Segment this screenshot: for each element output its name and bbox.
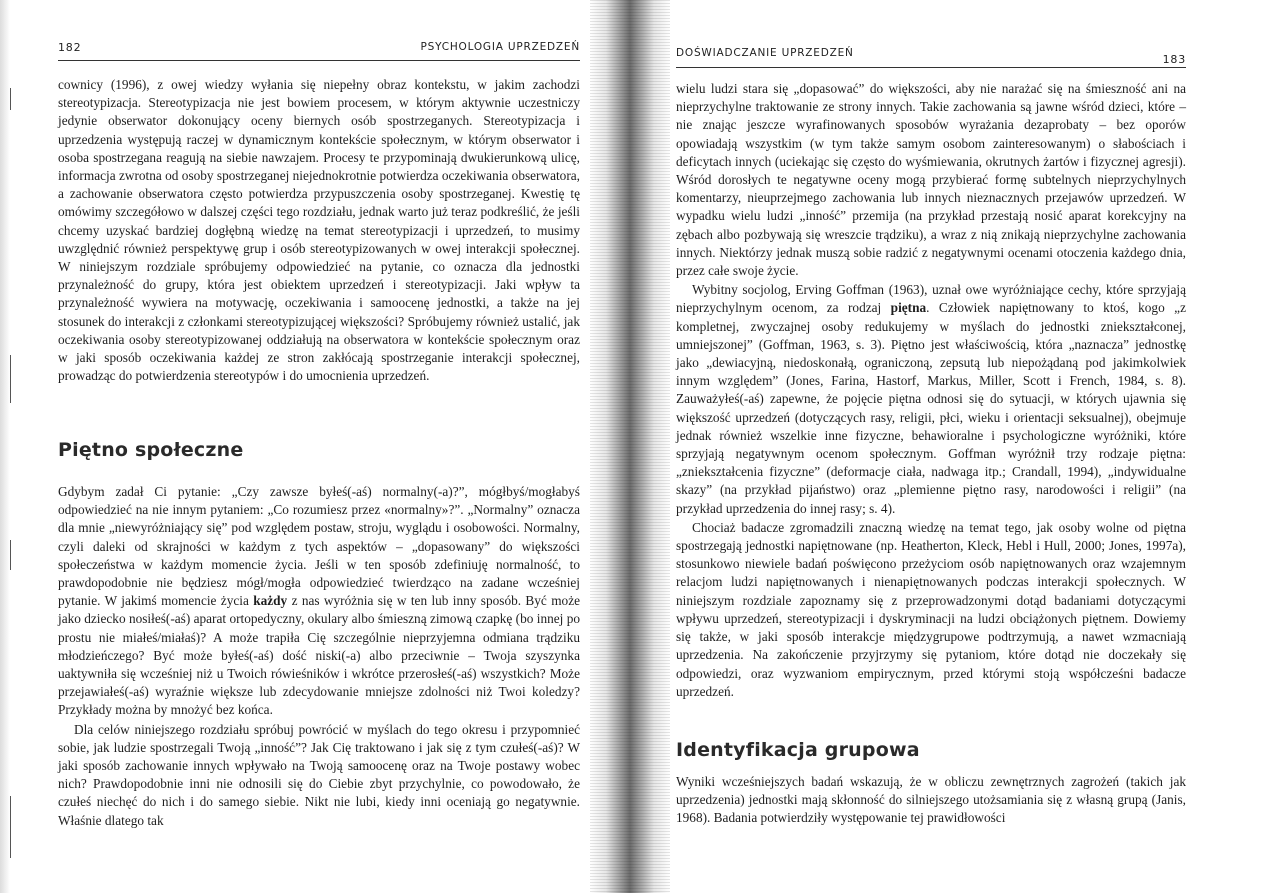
- scan-edge-mark: [10, 88, 11, 110]
- right-page: [676, 0, 1186, 893]
- paragraph: cownicy (1996), z owej wiedzy wyłania się niepełny obraz kontekstu, w jakim zachodzi stereotypizacja. Stereotypizacja nie jest bowiem procesem, w którym aktywnie uczestniczy jedynie obserwator dokonujący oceny biernych osób spostrzeganych. Stereotypizacja i uprzedzenia występują raczej w dynamicznym kontekście społecznym, w którym obserwator i osoba spostrzegana reagują na siebie nawzajem. Procesy te przypominają dwukierunkową ulicę, informacja zwrotna od osoby spostrzeganej niejednokrotnie potwierdza oczekiwania obserwatora, a zachowanie obserwatora często potwierdza przypuszczenia osoby spostrzeganej. Kwestię tę omówimy szczegółowo w dalszej części tego rozdziału, jednak warto już teraz podkreślić, że jeśli chcemy uzyskać bardziej dogłębną wiedzę na temat stereotypizacji i uprzedzeń, to musimy uwzględnić również perspektywę grup i osób stereotypizowanych w owej interakcji społecznej. W niniejszym rozdziale spróbujemy odpowiedzieć na pytanie, co oznacza dla jednostki przynależność do grupy, która jest obiektem uprzedzeń i stereotypizacji. Jaki wpływ ta przynależność wywiera na motywację, oczekiwania i samoocenę jednostki, a także na jej stosunek do interakcji z członkami stereotypizującej większości? Spróbujemy również ustalić, jak oczekiwania osoby stereotypizowanej oddziałują na obserwatora w kontekście społecznym oraz w jaki sposób oczekiwania każdej ze stron zakłócają spostrzeganie interakcji społecznej, prowadząc do potwierdzenia stereotypów i do umocnienia uprzedzeń.: [58, 77, 580, 384]
- page-number: 183: [1162, 53, 1186, 66]
- paragraph-text: z nas wyróżnia się w ten lub inny sposób. Być może jako dziecko nosiłeś(-aś) aparat ortopedyczny, okulary albo śmieszną zimową czapkę (bo innej po prostu nie miałeś/miałaś)? A może trapiła Cię szczególnie nieprzyjemna odmiana trądziku młodzieńczego? Być może byłeś(-aś) dość niski(-a) albo przeciwnie – Twoja szyszynka uaktywniła się wcześniej niż u Twoich rówieśników i wkrótce przerosłeś(-aś) wszystkich? Może przejawiałeś(-aś) wyraźnie większe lub zdecydowanie mniejsze zdolności niż Twoi koledzy? Przykłady można by mnożyć bez końca.: [58, 593, 580, 718]
- book-gutter: [590, 0, 670, 893]
- body-text: [58, 76, 580, 386]
- paragraph: [58, 483, 580, 720]
- running-header: [58, 41, 580, 57]
- paragraph: [676, 281, 1186, 518]
- header-rule: [58, 60, 580, 61]
- header-rule: [676, 67, 1186, 68]
- left-page: [58, 0, 580, 893]
- paragraph-text: Gdybym zadał Ci pytanie: „Czy zawsze byłeś(-aś) normalny(-a)?”, mógłbyś/mogłabyś odpowiedzieć na nie innym pytaniem: „Co rozumiesz przez «normalny»?”. „Normalny” oznacza dla mnie „niewyróżniający się” pod względem postaw, stroju, wyglądu i osobowości. Normalny, czyli daleki od skrajności w każdym z tych aspektów – „dopasowany” do większości społeczeństwa w każdym momencie życia. Jeśli w ten sposób zdefiniuję normalność, to prawdopodobnie nie będziesz mógł/mogła odpowiedzieć twierdząco na zadane wcześniej pytanie. W jakimś momencie życia: [58, 484, 580, 609]
- running-head-title: DOŚWIADCZANIE UPRZEDZEŃ: [676, 47, 854, 59]
- running-header: [676, 41, 1186, 66]
- emphasis: każdy: [253, 593, 288, 609]
- scan-edge-mark: [10, 355, 11, 403]
- paragraph: wielu ludzi stara się „dopasować” do większości, aby nie narażać się na śmieszność ani na nieprzychylne traktowanie ze strony innych. Takie zachowania są jawne wśród dzieci, które – nie znając jeszcze wyrafinowanych sposobów wyrażania dezaprobaty – bez oporów opowiadają wszystkim (w tym także samym osobom zainteresowanym) o słabościach i deficytach innych (uciekając się często do wyśmiewania, okrutnych żartów i fizycznej agresji). Wśród dorosłych te negatywne oceny mogą przybierać formę subtelnych nieprzychylnych komentarzy, nieuprzejmego zachowania lub innych nieznacznych przejawów uprzedzeń. W wypadku wielu ludzi „inność” przemija (na przykład przestają nosić aparat korekcyjny na zębach albo pozbywają się wreszcie trądziku), a wraz z nią znikają nieprzychylne zachowania innych. Niektórzy jednak muszą sobie radzić z negatywnymi ocenami otoczenia każdego dnia, przez całe swoje życie.: [676, 81, 1186, 279]
- running-head-title: PSYCHOLOGIA UPRZEDZEŃ: [420, 41, 580, 53]
- body-text: [58, 483, 580, 831]
- body-text: [676, 80, 1186, 702]
- paragraph: Chociaż badacze zgromadzili znaczną wiedzę na temat tego, jak osoby wolne od piętna spostrzegają jednostki napiętnowane (np. Heatherton, Kleck, Hebl i Hull, 2000; Jones, 1997a), stosunkowo niewiele badań poświęcono przeżyciom osób napiętnowanych oraz wzajemnym relacjom ludzi napiętnowanych i nienapiętnowanych podczas interakcji społecznych. W niniejszym rozdziale zapoznamy się z przeprowadzonymi dotąd badaniami dotyczącymi wpływu uprzedzeń, stereotypizacji i dyskryminacji na ludzi obciążonych piętnem. Dowiemy się także, w jaki sposób interakcje międzygrupowe podtrzymują, a nawet wzmacniają uprzedzenia. Na zakończenie przyjrzymy się pytaniom, które dotąd nie doczekały się odpowiedzi, oraz wyzwaniom empirycznym, przed którymi stoją współcześni badacze uprzedzeń.: [676, 519, 1186, 699]
- paragraph-text: . Człowiek napiętnowany to ktoś, kogo „z kompletnej, zwyczajnej osoby redukujemy w myślach do jednostki zniekształconej, umniejszonej” (Goffman, 1963, s. 3). Piętno jest właściwością, która „naznacza” jednostkę jako „dewiacyjną, niedoskonałą, ograniczoną, zepsutą lub niepożądaną pod jakimkolwiek innym względem” (Jones, Farina, Hastorf, Markus, Miller, Scott i French, 1984, s. 8). Zauważyłeś(-aś) zapewne, że pojęcie piętna odnosi się do sytuacji, w których ujawnia się większość uprzedzeń (dotyczących rasy, religii, płci, wieku i orientacji seksualnej), obejmuje jednak również wszelkie inne fizyczne, behawioralne i psychologiczne wyróżniki, które sprzyjają negatywnym ocenom społecznym. Goffman wyróżnił trzy rodzaje piętna: „zniekształcenia fizyczne” (deformacje ciała, nadwaga itp.; Crandall, 1994), „indywidualne skazy” (na przykład pijaństwo) oraz „plemienne piętno rasy, narodowości i religii” (na przykład uprzedzenia do innej rasy; s. 4).: [676, 300, 1186, 516]
- paragraph-text: Wybitny socjolog, Erving Goffman (1963), uznał owe wyróżniające cechy, które sprzyjają nieprzychylnym ocenom, za rodzaj: [676, 282, 1186, 316]
- emphasis: piętna: [890, 300, 927, 316]
- scan-edge-mark: [10, 540, 11, 570]
- paragraph: Wyniki wcześniejszych badań wskazują, że w obliczu zewnętrznych zagrożeń (takich jak uprzedzenia) jednostki mają skłonność do silniejszego utożsamiania się z własną grupą (Janis, 1968). Badania potwierdziły występowanie tej prawidłowości: [676, 774, 1186, 826]
- paragraph: Dla celów niniejszego rozdziału spróbuj powrócić w myślach do tego okresu i przypomnieć sobie, jak ludzie spostrzegali Twoją „inność”? Jak Cię traktowano i jak się z tym czułeś(-aś)? W jaki sposób zachowanie innych wpływało na Twoją samoocenę oraz na Twoje postawy wobec nich? Prawdopodobnie inni nie odnosili się do Ciebie zbyt przychylnie, co powodowało, że czułeś niechęć do nich i do samego siebie. Nikt nie lubi, kiedy inni oceniają go negatywnie. Właśnie dlatego tak: [58, 721, 580, 828]
- scan-edge-mark: [10, 796, 11, 858]
- section-heading: Piętno społeczne: [58, 439, 244, 461]
- page-number: 182: [58, 41, 82, 54]
- scan-edge: [0, 0, 10, 893]
- body-text: [676, 773, 1186, 829]
- section-heading: Identyfikacja grupowa: [676, 739, 920, 761]
